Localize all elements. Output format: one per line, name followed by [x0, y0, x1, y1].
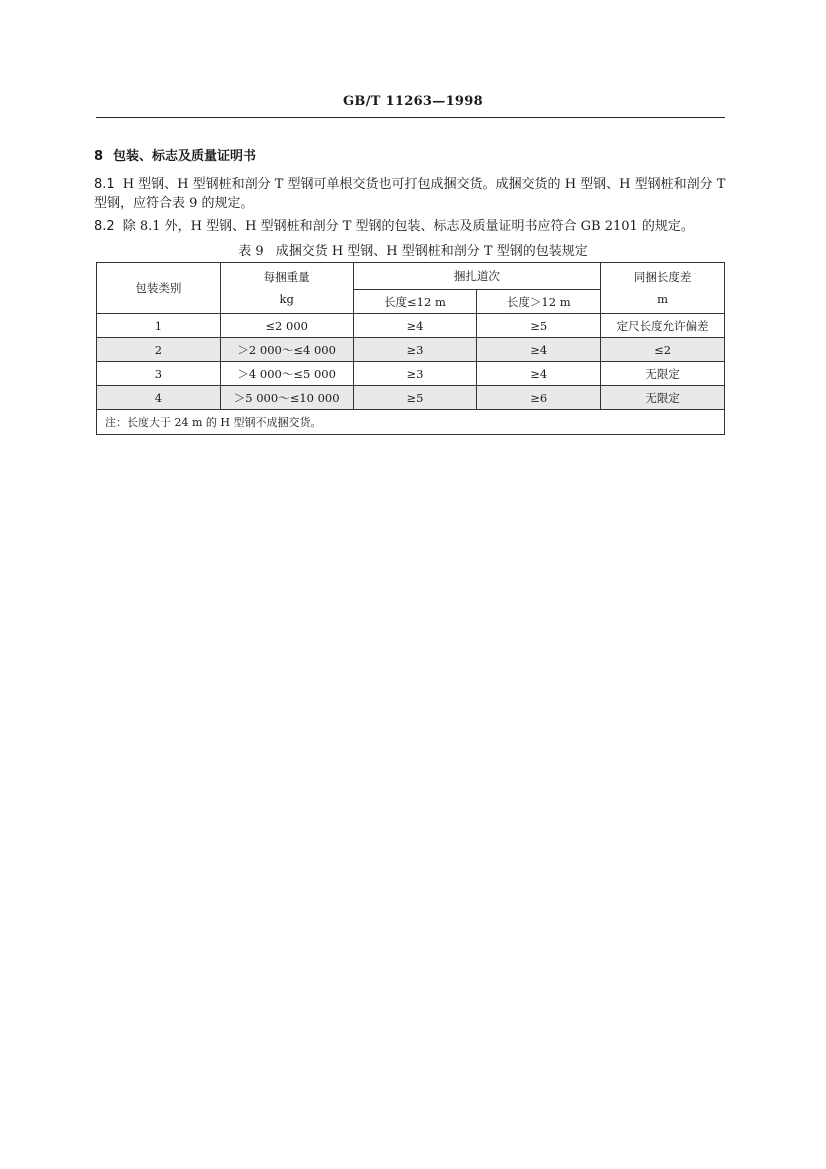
- packing-table: [96, 262, 725, 435]
- section-heading: [94, 145, 256, 164]
- header-binding: 捆扎道次: [353, 263, 601, 290]
- cell-length-gt-12: ≥6: [477, 386, 601, 410]
- clause-8-2: [94, 217, 726, 236]
- table-title: 成捆交货 H 型钢、H 型钢桩和剖分 T 型钢的包装规定: [275, 244, 588, 259]
- header-tolerance-unit: m: [657, 292, 669, 306]
- table-caption: [0, 240, 826, 259]
- cell-category: 3: [97, 362, 221, 386]
- clause-text: 除 8.1 外，H 型钢、H 型钢桩和剖分 T 型钢的包装、标志及质量证明书应符合 GB 2101 的规定。: [122, 219, 694, 234]
- clause-number: 8.1: [94, 177, 115, 192]
- cell-length-gt-12: ≥4: [477, 362, 601, 386]
- header-weight-label: 每捆重量: [263, 270, 310, 284]
- header-weight: [220, 263, 353, 314]
- page-header: GB/T 11263—1998: [343, 94, 483, 109]
- cell-length-gt-12: ≥4: [477, 338, 601, 362]
- cell-category: 4: [97, 386, 221, 410]
- clause-text: H 型钢、H 型钢桩和剖分 T 型钢可单根交货也可打包成捆交货。成捆交货的 H 型钢、H 型钢桩和剖分 T 型钢，应符合表 9 的规定。: [94, 177, 726, 211]
- cell-length-le-12: ≥4: [353, 314, 477, 338]
- section-title: 包装、标志及质量证明书: [113, 149, 257, 164]
- table-row: [97, 386, 725, 410]
- table-note: 注：长度大于 24 m 的 H 型钢不成捆交货。: [97, 410, 725, 435]
- cell-tolerance: 无限定: [601, 386, 725, 410]
- cell-weight: ＞4 000～≤5 000: [220, 362, 353, 386]
- clause-8-1: [94, 175, 726, 213]
- cell-weight: ≤2 000: [220, 314, 353, 338]
- header-rule: [96, 117, 725, 118]
- cell-length-le-12: ≥5: [353, 386, 477, 410]
- cell-length-le-12: ≥3: [353, 338, 477, 362]
- cell-length-gt-12: ≥5: [477, 314, 601, 338]
- header-tolerance: [601, 263, 725, 314]
- header-length-gt-12: 长度＞12 m: [477, 290, 601, 314]
- table-row: [97, 362, 725, 386]
- cell-tolerance: 定尺长度允许偏差: [601, 314, 725, 338]
- cell-tolerance: ≤2: [601, 338, 725, 362]
- cell-category: 2: [97, 338, 221, 362]
- header-weight-unit: kg: [279, 292, 294, 306]
- clause-number: 8.2: [94, 219, 115, 234]
- table-number: 表 9: [238, 244, 264, 259]
- cell-tolerance: 无限定: [601, 362, 725, 386]
- section-number: 8: [94, 149, 104, 164]
- header-tolerance-label: 同捆长度差: [633, 270, 692, 284]
- cell-length-le-12: ≥3: [353, 362, 477, 386]
- table-row: [97, 338, 725, 362]
- cell-weight: ＞2 000～≤4 000: [220, 338, 353, 362]
- header-length-le-12: 长度≤12 m: [353, 290, 477, 314]
- table-row: [97, 314, 725, 338]
- cell-category: 1: [97, 314, 221, 338]
- cell-weight: ＞5 000～≤10 000: [220, 386, 353, 410]
- header-category: 包装类别: [97, 263, 221, 314]
